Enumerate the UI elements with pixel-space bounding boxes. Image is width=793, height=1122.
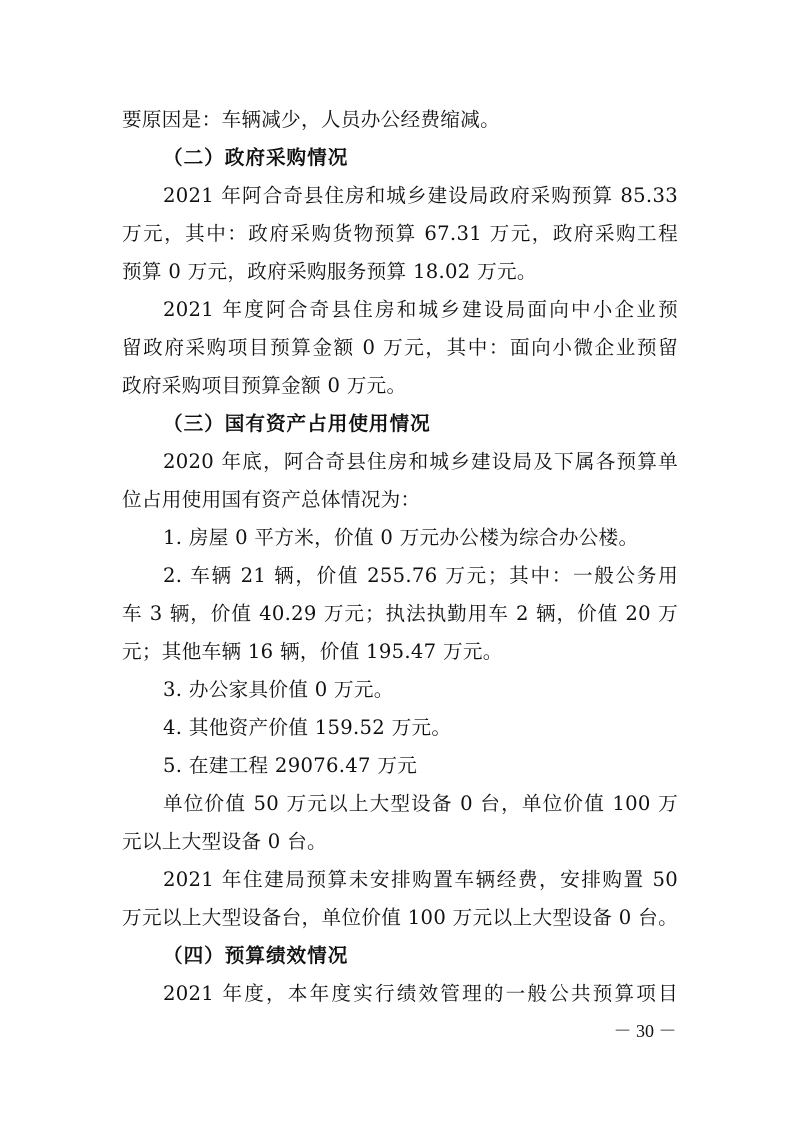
- paragraph-line: 2021 年度阿合奇县住房和城乡建设局面向中小企业预: [163, 298, 678, 321]
- paragraph-line: 单位价值 50 万元以上大型设备 0 台，单位价值 100 万: [163, 792, 678, 815]
- section-heading-budget-performance: （四）预算绩效情况: [163, 944, 349, 967]
- section-heading-state-assets: （三）国有资产占用使用情况: [163, 412, 431, 435]
- paragraph-line: 元；其他车辆 16 辆，价值 195.47 万元。: [122, 640, 503, 663]
- paragraph-line: 政府采购项目预算金额 0 万元。: [122, 374, 407, 397]
- paragraph-line: 2020 年底，阿合奇县住房和城乡建设局及下属各预算单: [163, 450, 678, 473]
- paragraph-line: 车 3 辆，价值 40.29 万元；执法执勤用车 2 辆，价值 20 万: [122, 602, 678, 625]
- paragraph-line: 要原因是：车辆减少，人员办公经费缩减。: [122, 108, 500, 131]
- section-heading-government-procurement: （二）政府采购情况: [163, 146, 349, 169]
- list-item-furniture: 3. 办公家具价值 0 万元。: [163, 678, 394, 701]
- page-number: － 30 －: [613, 1021, 677, 1041]
- paragraph-line: 元以上大型设备 0 台。: [122, 830, 327, 853]
- paragraph-line: 2021 年度，本年度实行绩效管理的一般公共预算项目: [163, 982, 678, 1005]
- list-item-vehicles: 2. 车辆 21 辆，价值 255.76 万元；其中：一般公务用: [163, 564, 678, 587]
- paragraph-line: 留政府采购项目预算金额 0 万元，其中：面向小微企业预留: [122, 336, 678, 359]
- paragraph-line: 位占用使用国有资产总体情况为：: [122, 488, 421, 511]
- paragraph-line: 2021 年阿合奇县住房和城乡建设局政府采购预算 85.33: [163, 184, 678, 207]
- paragraph-line: 2021 年住建局预算未安排购置车辆经费，安排购置 50: [163, 868, 678, 891]
- paragraph-line: 预算 0 万元，政府采购服务预算 18.02 万元。: [122, 260, 537, 283]
- list-item-buildings: 1. 房屋 0 平方米，价值 0 万元办公楼为综合办公楼。: [163, 526, 639, 549]
- list-item-other-assets: 4. 其他资产价值 159.52 万元。: [163, 716, 452, 739]
- paragraph-line: 万元，其中：政府采购货物预算 67.31 万元，政府采购工程: [122, 222, 678, 245]
- paragraph-line: 万元以上大型设备台，单位价值 100 万元以上大型设备 0 台。: [122, 906, 678, 929]
- list-item-construction: 5. 在建工程 29076.47 万元: [163, 754, 418, 777]
